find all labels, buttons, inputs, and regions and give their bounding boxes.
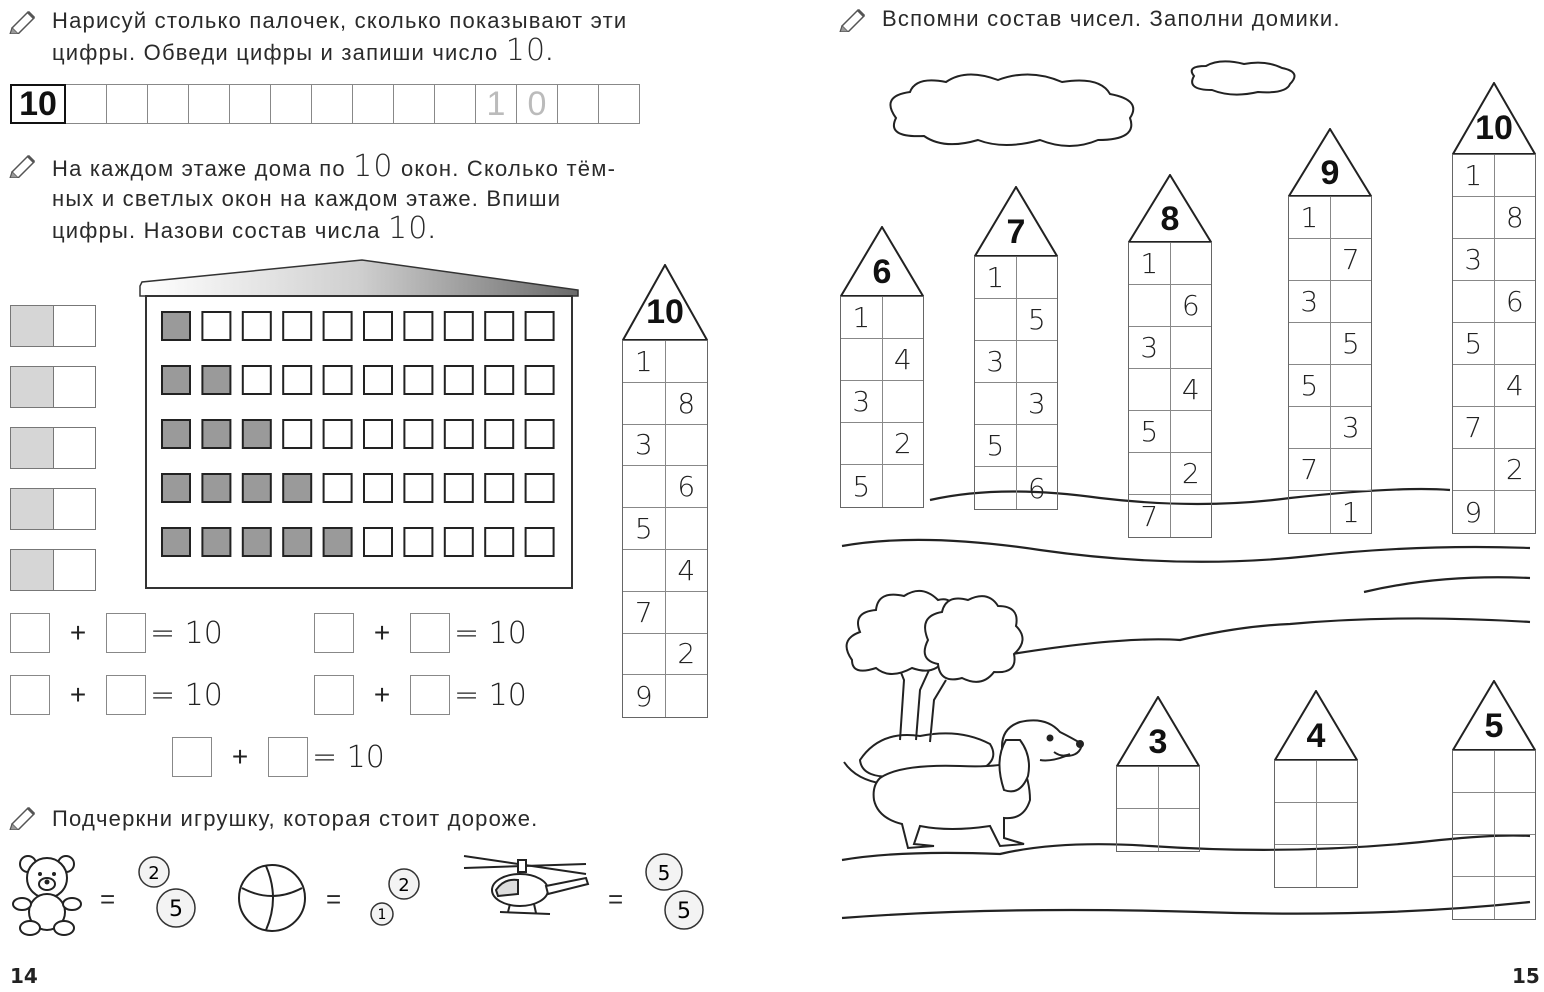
house-cell[interactable]	[1495, 793, 1536, 834]
house-floor	[1453, 793, 1535, 835]
house-cell: 7	[1453, 407, 1495, 448]
house-cell: 4	[893, 343, 912, 376]
house-body	[1128, 242, 1212, 538]
house-cell[interactable]	[883, 381, 924, 422]
house-floor	[1129, 453, 1211, 495]
house-floor	[1275, 803, 1357, 845]
house-cell: 5	[1453, 323, 1495, 364]
house-floor	[1453, 751, 1535, 793]
house-roof	[1128, 174, 1212, 242]
house-floor	[841, 465, 923, 507]
house-roof-number: 8	[1160, 199, 1180, 238]
task3-instruction: Подчеркни игрушку, которая стоит дороже.	[52, 806, 539, 831]
house-cell: 3	[841, 381, 883, 422]
house-cell: 2	[893, 427, 912, 460]
house-floor	[1453, 449, 1535, 491]
house-cell[interactable]	[1275, 803, 1317, 844]
house-floor	[841, 297, 923, 339]
house-cell[interactable]	[975, 383, 1017, 424]
house-cell: 9	[623, 675, 666, 717]
svg-text:5: 5	[657, 861, 671, 885]
house-cell: 6	[1181, 289, 1200, 322]
house-cell[interactable]	[1017, 341, 1058, 382]
house-floor	[975, 341, 1057, 383]
house-cell: 1	[1341, 495, 1360, 529]
house-floor	[1129, 327, 1211, 369]
house-roof-number: 4	[1306, 716, 1326, 755]
house-cell: 1	[1289, 197, 1331, 238]
plus-sign: +	[373, 617, 391, 648]
house-roof	[1288, 128, 1372, 196]
sample-number-cell: 10	[10, 84, 66, 124]
house-cell: 3	[1027, 387, 1046, 420]
svg-text:2: 2	[398, 875, 410, 896]
house-cell[interactable]	[1495, 751, 1536, 792]
house-cell[interactable]	[1453, 835, 1495, 876]
number-house-6	[840, 226, 924, 508]
house-roof-number: 10	[646, 292, 684, 331]
house-floor	[1275, 845, 1357, 887]
house-cell[interactable]	[1289, 239, 1331, 280]
house-cell[interactable]	[975, 299, 1017, 340]
house-cell: 3	[1129, 327, 1171, 368]
house-floor	[1453, 281, 1535, 323]
house-cell[interactable]	[1017, 257, 1058, 298]
svg-text:5: 5	[677, 899, 691, 924]
house-floor	[1129, 495, 1211, 537]
house-floor	[1453, 365, 1535, 407]
number-house-7	[974, 186, 1058, 510]
house-cell: 2	[1181, 457, 1200, 490]
cloud-icon	[890, 74, 1133, 146]
house-cell[interactable]	[1331, 281, 1372, 322]
house-cell[interactable]	[1453, 365, 1495, 406]
house-floor	[841, 339, 923, 381]
right-task-instruction: Вспомни состав чисел. Заполни домики.	[882, 6, 1341, 31]
traced-digit-cell[interactable]: 1	[476, 84, 517, 124]
house-cell: 5	[841, 465, 883, 507]
house-roof-number: 5	[1484, 706, 1504, 745]
house-floor	[1453, 323, 1535, 365]
equation-result: = 10	[454, 677, 527, 713]
house-cell[interactable]	[1495, 155, 1536, 196]
house-floor	[1453, 155, 1535, 197]
house-floor	[1289, 449, 1371, 491]
house-cell[interactable]	[975, 467, 1017, 509]
svg-text:2: 2	[148, 863, 160, 884]
equation-result: = 10	[150, 615, 223, 651]
house-body	[974, 256, 1058, 510]
house-floor	[1453, 239, 1535, 281]
house-cell: 4	[1181, 373, 1200, 406]
house-cell: 1	[1453, 155, 1495, 196]
house-cell[interactable]	[1453, 751, 1495, 792]
number-house-3	[1116, 696, 1200, 852]
house-cell: 5	[1027, 303, 1046, 336]
house-body	[1288, 196, 1372, 534]
house-floor	[841, 381, 923, 423]
traced-digit-cell[interactable]: 0	[517, 84, 558, 124]
house-body	[1452, 154, 1536, 534]
house-floor	[975, 257, 1057, 299]
house-roof-number: 10	[1475, 109, 1513, 148]
house-cell: 6	[1505, 285, 1524, 318]
tree-icon	[847, 591, 1023, 777]
task1-line1: Нарисуй столько палочек, сколько показывают эти	[52, 8, 628, 33]
house-cell: 1	[841, 297, 883, 338]
house-cell[interactable]	[1331, 365, 1372, 406]
house-floor	[975, 383, 1057, 425]
equals-sign: =	[326, 884, 343, 914]
house-body	[1116, 766, 1200, 852]
house-cell[interactable]	[841, 339, 883, 380]
number-house-9	[1288, 128, 1372, 534]
house-floor	[1275, 761, 1357, 803]
house-cell[interactable]	[1495, 239, 1536, 280]
house-roof-number: 6	[872, 252, 892, 291]
house-cell[interactable]	[1171, 327, 1212, 368]
house-cell[interactable]	[1317, 803, 1358, 844]
number-house-5	[1452, 680, 1536, 920]
task1-line2: цифры. Обведи цифры и запиши число 10.	[52, 33, 554, 68]
house-cell: 7	[1129, 495, 1171, 537]
house-cell: 8	[1505, 201, 1524, 234]
house-roof	[1452, 680, 1536, 750]
page-number-right: 15	[1512, 964, 1540, 988]
house-cell[interactable]	[1017, 425, 1058, 466]
house-cell[interactable]	[1171, 495, 1212, 537]
house-roof	[974, 186, 1058, 256]
house-floor	[1289, 281, 1371, 323]
page-number-left: 14	[10, 964, 38, 988]
number-house-8	[1128, 174, 1212, 538]
house-cell: 5	[1289, 365, 1331, 406]
house-cell[interactable]	[1331, 197, 1372, 238]
house-cell[interactable]	[1495, 323, 1536, 364]
house-floor	[1453, 877, 1535, 919]
house-body	[1274, 760, 1358, 888]
equals-sign: =	[608, 884, 625, 914]
plus-sign: +	[373, 679, 391, 710]
house-cell[interactable]	[1289, 491, 1331, 533]
house-cell: 1	[975, 257, 1017, 298]
house-cell[interactable]	[1317, 845, 1358, 887]
house-roof	[1116, 696, 1200, 766]
house-cell: 1	[623, 341, 666, 382]
house-floor	[975, 425, 1057, 467]
task2-line2: ных и светлых окон на каждом этаже. Впиши	[52, 186, 562, 211]
house-cell: 5	[623, 508, 666, 549]
house-floor	[1117, 809, 1199, 851]
house-floor	[1289, 197, 1371, 239]
house-cell: 3	[623, 425, 666, 466]
house-floor	[1117, 767, 1199, 809]
house-cell: 7	[1341, 243, 1360, 276]
house-cell: 3	[1341, 411, 1360, 444]
task2-line1: На каждом этаже дома по 10 окон. Сколько тём-	[52, 149, 617, 184]
house-floor	[1129, 369, 1211, 411]
house-cell[interactable]	[1159, 809, 1200, 851]
house-cell[interactable]	[1129, 285, 1171, 326]
house-cell: 3	[1453, 239, 1495, 280]
house-cell: 3	[1289, 281, 1331, 322]
plus-sign: +	[69, 679, 87, 710]
house-cell[interactable]	[1453, 449, 1495, 490]
house-cell[interactable]	[1129, 369, 1171, 410]
house-cell[interactable]	[1331, 449, 1372, 490]
house-floor	[841, 423, 923, 465]
task2-line3: цифры. Назови состав числа 10.	[52, 211, 436, 246]
house-cell: 9	[1453, 491, 1495, 533]
house-body	[840, 296, 924, 508]
house-cell[interactable]	[1453, 197, 1495, 238]
house-floor	[1129, 285, 1211, 327]
svg-text:1: 1	[377, 907, 387, 923]
house-cell[interactable]	[1171, 411, 1212, 452]
house-cell: 2	[1505, 453, 1524, 486]
house-floor	[1289, 491, 1371, 533]
house-cell[interactable]	[883, 297, 924, 338]
house-floor	[1289, 365, 1371, 407]
house-floor	[1129, 243, 1211, 285]
house-cell[interactable]	[1159, 767, 1200, 808]
house-roof	[1274, 690, 1358, 760]
house-floor	[1453, 407, 1535, 449]
house-cell[interactable]	[1117, 809, 1159, 851]
house-cell: 7	[623, 592, 666, 633]
house-cell[interactable]	[1275, 845, 1317, 887]
house-cell[interactable]	[1495, 835, 1536, 876]
house-floor	[1453, 491, 1535, 533]
house-cell: 8	[677, 386, 696, 420]
house-cell[interactable]	[1275, 761, 1317, 802]
house-cell[interactable]	[1453, 281, 1495, 322]
house-cell[interactable]	[883, 465, 924, 507]
house-cell: 3	[975, 341, 1017, 382]
number-house-10	[1452, 82, 1536, 534]
house-cell[interactable]	[1289, 323, 1331, 364]
house-floor	[1289, 239, 1371, 281]
house-cell[interactable]	[1117, 767, 1159, 808]
house-roof-number: 9	[1320, 153, 1340, 192]
equation-result: = 10	[454, 615, 527, 651]
house-cell: 1	[1129, 243, 1171, 284]
house-cell[interactable]	[1495, 491, 1536, 533]
number-house-4	[1274, 690, 1358, 888]
house-floor	[1453, 197, 1535, 239]
house-cell[interactable]	[841, 423, 883, 464]
house-cell[interactable]	[1453, 877, 1495, 919]
house-floor	[1289, 323, 1371, 365]
house-cell[interactable]	[1317, 761, 1358, 802]
house-cell: 5	[1341, 327, 1360, 360]
house-roof	[1452, 82, 1536, 154]
house-roof-number: 7	[1006, 212, 1026, 251]
house-cell[interactable]	[1289, 407, 1331, 448]
house-cell: 5	[1129, 411, 1171, 452]
plus-sign: +	[69, 617, 87, 648]
house-cell: 4	[1505, 369, 1524, 402]
house-cell[interactable]	[1453, 793, 1495, 834]
equation-result: = 10	[150, 677, 223, 713]
equation-result: = 10	[312, 739, 385, 775]
house-cell: 6	[677, 470, 696, 504]
house-roof-number: 3	[1148, 722, 1168, 761]
house-cell: 5	[975, 425, 1017, 466]
house-cell[interactable]	[1495, 407, 1536, 448]
house-body	[1452, 750, 1536, 920]
svg-text:5: 5	[169, 897, 183, 922]
equals-sign: =	[100, 884, 117, 914]
house-cell[interactable]	[1171, 243, 1212, 284]
house-floor	[975, 299, 1057, 341]
house-cell: 7	[1289, 449, 1331, 490]
house-cell[interactable]	[1495, 877, 1536, 919]
cloud-icon	[1192, 61, 1295, 94]
plus-sign: +	[231, 741, 249, 772]
house-cell: 4	[677, 553, 696, 587]
house-cell[interactable]	[1129, 453, 1171, 494]
house-floor	[975, 467, 1057, 509]
house-floor	[1289, 407, 1371, 449]
house-cell: 2	[677, 637, 696, 671]
house-cell: 6	[1027, 471, 1046, 505]
house-roof	[840, 226, 924, 296]
house-floor	[1453, 835, 1535, 877]
house-floor	[1129, 411, 1211, 453]
